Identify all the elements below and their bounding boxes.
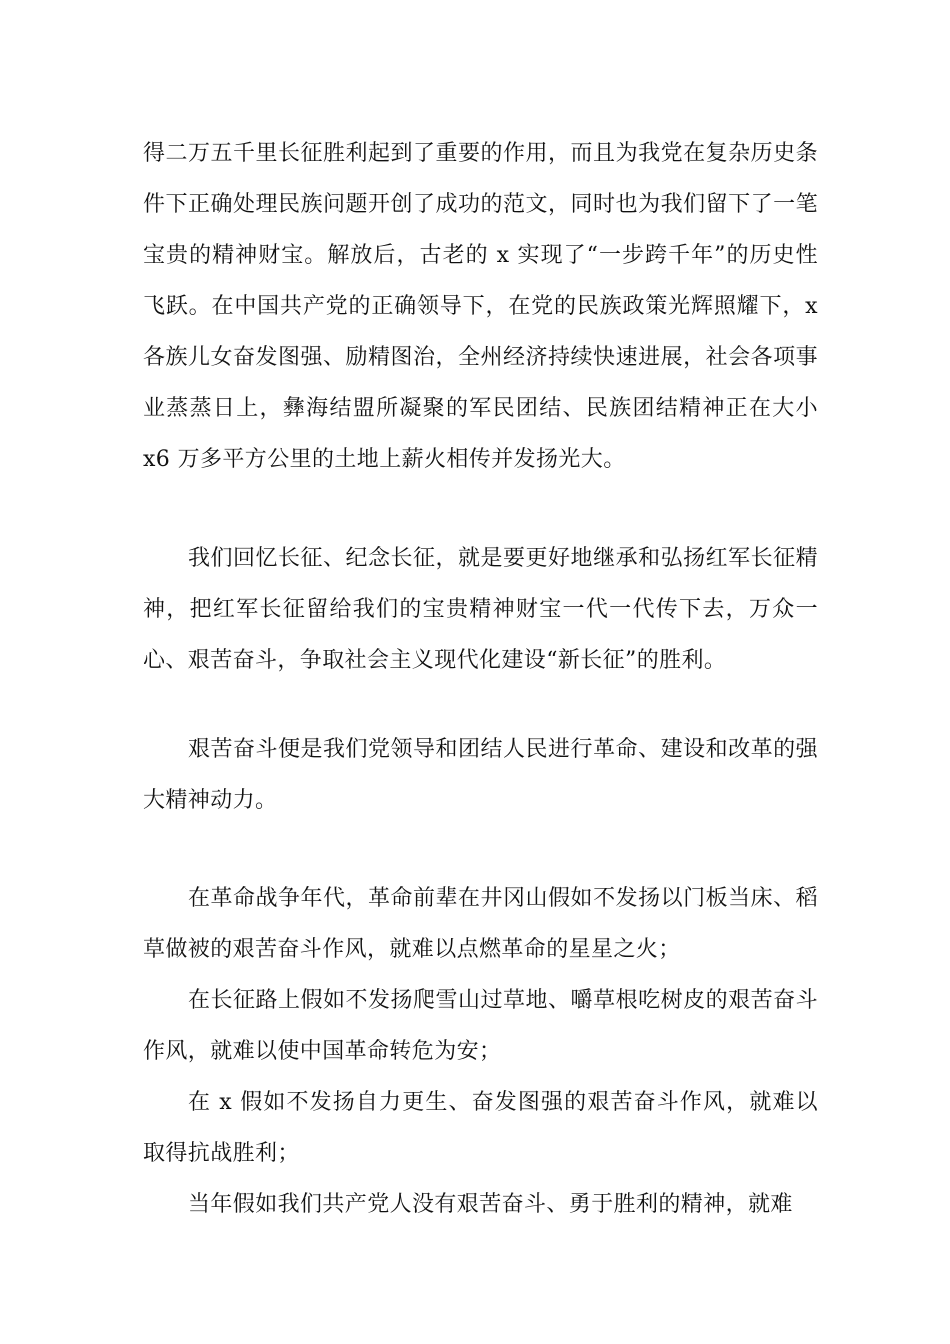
paragraph-5: 在长征路上假如不发扬爬雪山过草地、嚼草根吃树皮的艰苦奋斗作风，就难以使中国革命转危为安； <box>143 988 818 1064</box>
paragraph-1: 得二万五千里长征胜利起到了重要的作用，而且为我党在复杂历史条件下正确处理民族问题开创了成功的范文，同时也为我们留下了一笔宝贵的精神财宝。解放后，古老的 x 实现了“一步跨千年”的历史性飞跃。在中国共产党的正确领导下，在党的民族政策光辉照耀下，x 各族儿女奋发图强、励精图治，全州经济持续快速进展，社会各项事业蒸蒸日上，彝海结盟所凝聚的军民团结、民族团结精神正在大小 x6 万多平方公里的土地上薪火相传并发扬光大。 <box>143 141 818 472</box>
paragraph-3: 艰苦奋斗便是我们党领导和团结人民进行革命、建设和改革的强大精神动力。 <box>143 737 818 813</box>
paragraph-6: 在 x 假如不发扬自力更生、奋发图强的艰苦奋斗作风，就难以取得抗战胜利； <box>143 1090 818 1166</box>
paragraph-4: 在革命战争年代，革命前辈在井冈山假如不发扬以门板当床、稻草做被的艰苦奋斗作风，就难以点燃革命的星星之火； <box>143 886 818 962</box>
paragraph-7: 当年假如我们共产党人没有艰苦奋斗、勇于胜利的精神，就难 <box>188 1192 793 1217</box>
paragraph-2: 我们回忆长征、纪念长征，就是要更好地继承和弘扬红军长征精神，把红军长征留给我们的宝贵精神财宝一代一代传下去，万众一心、艰苦奋斗，争取社会主义现代化建设“新长征”的胜利。 <box>143 546 818 673</box>
